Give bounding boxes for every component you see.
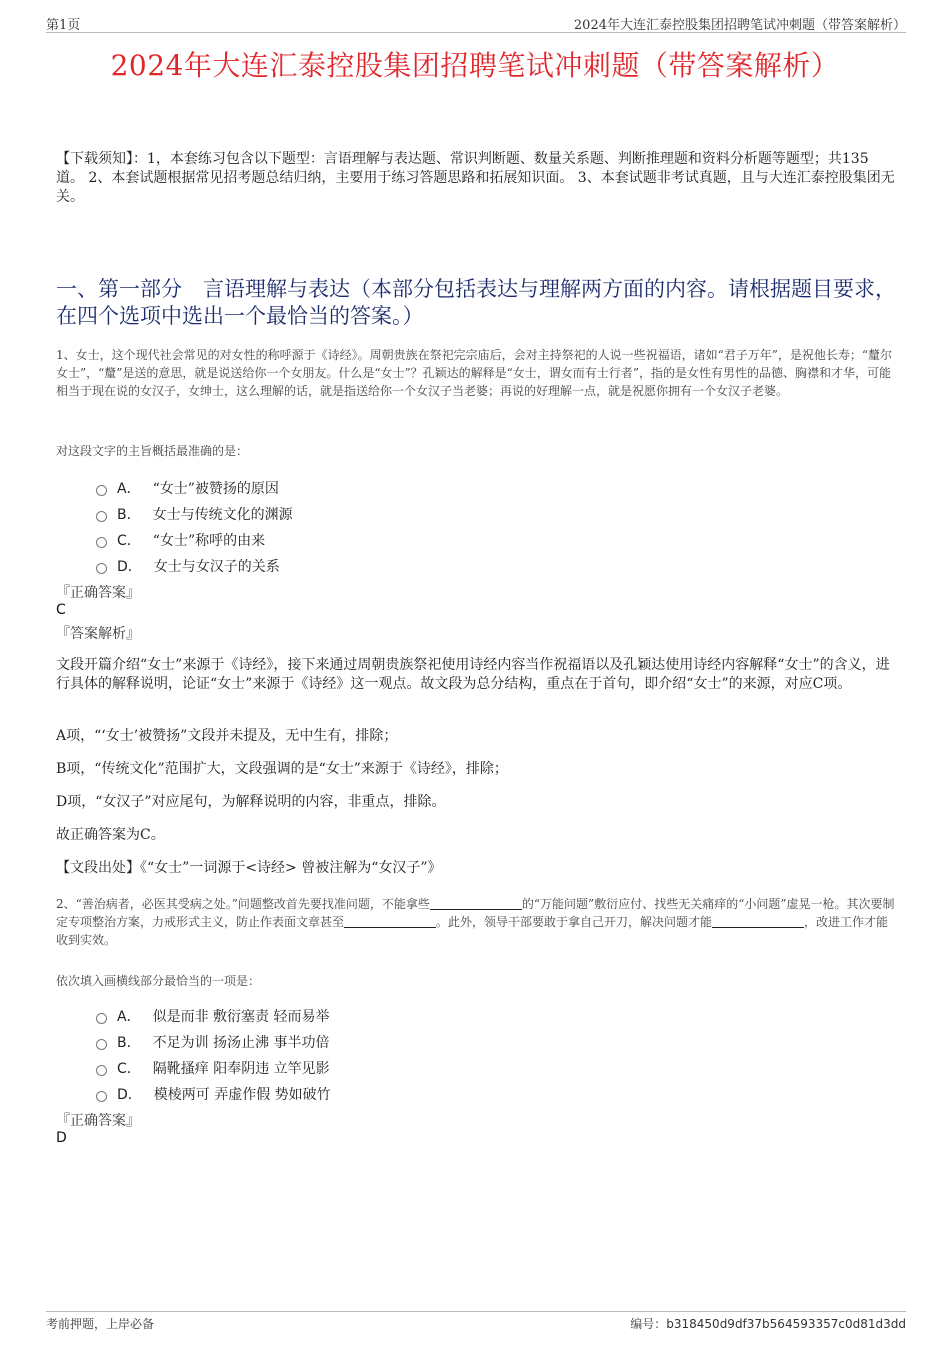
analysis-conclusion: 故正确答案为C。 xyxy=(56,827,165,843)
option-text: 隔靴搔痒 阳奉阴违 立竿见影 xyxy=(152,1061,330,1077)
stem-part: 2、“善治病者，必医其受病之处。”问题整改首先要找准问题，不能拿些 xyxy=(56,897,430,911)
radio-icon[interactable] xyxy=(96,537,107,548)
question-1-stem: 1、女士，这个现代社会常见的对女性的称呼源于《诗经》。周朝贵族在祭祀完宗庙后，会对主持祭祀的人说一些祝福语，诸如“君子万年”，是祝他长寿；“釐尔女士”，“釐”是送的意思，就是说送给你一个女朋友。什么是“女士”？孔颖达的解释是“女士，谓女而有士行者”，指的是女性有男性的品德、胸襟和才华，可能相当于现在说的女汉子，女绅士，这么理解的话，就是指送给你一个女汉子当老婆；再说的好理解一点，就是祝愿你拥有一个女汉子老婆。 xyxy=(56,348,893,398)
option-letter: D． xyxy=(117,559,142,575)
radio-icon[interactable] xyxy=(96,563,107,574)
page-number: 第1页 xyxy=(46,18,81,33)
analysis-option-b: B项，“传统文化”范围扩大，文段强调的是“女士”来源于《诗经》，排除； xyxy=(56,761,508,777)
question-2-option-c[interactable] xyxy=(96,1058,330,1078)
analysis-option-a: A项，“‘女士’被赞扬”文段并未提及，无中生有，排除； xyxy=(56,728,398,744)
notice-text: ：1，本套练习包含以下题型：言语理解与表达题、常识判断题、数量关系题、判断推理题和资料分析题等题型；共135道。 2、本套试题根据常见招考题总结归纳，主要用于练习答题思路和拓展知识面。 3、本套试题非考试真题，且与大连汇泰控股集团无关。 xyxy=(56,151,895,205)
radio-icon[interactable] xyxy=(96,485,107,496)
stem-part: 的“万能问题”敷衍应付、找些无关痛痒的“小问题”虚晃一枪。其次要制定专项整治方案，力戒形式主义，防止作表面文章甚至 xyxy=(56,897,895,929)
question-1-option-c[interactable] xyxy=(96,530,265,550)
fill-blank xyxy=(712,915,804,928)
option-letter: D． xyxy=(117,1087,142,1103)
option-letter: C． xyxy=(117,1061,141,1077)
download-notice xyxy=(56,150,896,207)
page-title: 2024年大连汇泰控股集团招聘笔试冲刺题（带答案解析） xyxy=(110,49,840,82)
option-letter: C． xyxy=(117,533,141,549)
question-1-prompt: 对这段文字的主旨概括最准确的是： xyxy=(56,444,249,458)
option-text: “女士”称呼的由来 xyxy=(152,533,266,549)
question-1-analysis-label: 『答案解析』 xyxy=(56,626,140,642)
fill-blank xyxy=(344,915,436,928)
stem-part: ，改进工作才能收到实效。 xyxy=(56,915,889,947)
notice-tag: 【下载须知】 xyxy=(56,151,133,167)
footer-divider xyxy=(46,1311,906,1312)
analysis-paragraph: 文段开篇介绍“女士”来源于《诗经》，接下来通过周朝贵族祭祀使用诗经内容当作祝福语以及孔颖达使用诗经内容解释“女士”的含义，进行具体的解释说明，论证“女士”来源于《诗经》这一观点。故文段为总分结构，重点在于首句，即介绍“女士”的来源，对应C项。 xyxy=(56,657,890,692)
question-1-option-b[interactable] xyxy=(96,504,293,524)
analysis-source: 【文段出处】《“女士”一词源于<诗经> 曾被注解为“女汉子”》 xyxy=(56,860,442,876)
option-letter: B． xyxy=(117,1035,141,1051)
analysis-option-d: D项，“女汉子”对应尾句，为解释说明的内容，非重点，排除。 xyxy=(56,794,446,810)
stem-part: 。此外，领导干部要敢于拿自己开刀，解决问题才能 xyxy=(436,915,713,929)
radio-icon[interactable] xyxy=(96,1091,107,1102)
option-letter: A． xyxy=(117,481,141,497)
question-1-answer: C xyxy=(56,602,66,618)
fill-blank xyxy=(430,897,522,910)
header-doc-title: 2024年大连汇泰控股集团招聘笔试冲刺题（带答案解析） xyxy=(573,18,906,33)
question-2-option-b[interactable] xyxy=(96,1032,330,1052)
option-text: 模棱两可 弄虚作假 势如破竹 xyxy=(153,1087,331,1103)
option-letter: B． xyxy=(117,507,141,523)
option-text: 不足为训 扬汤止沸 事半功倍 xyxy=(152,1035,330,1051)
option-letter: A． xyxy=(117,1009,141,1025)
question-2-option-d[interactable] xyxy=(96,1084,331,1104)
option-text: 女士与女汉子的关系 xyxy=(153,559,280,575)
radio-icon[interactable] xyxy=(96,1065,107,1076)
footer-code xyxy=(630,1315,906,1332)
question-1-option-a[interactable] xyxy=(96,478,279,498)
question-2-prompt: 依次填入画横线部分最恰当的一项是： xyxy=(56,974,261,988)
section-heading: 一、第一部分 言语理解与表达（本部分包括表达与理解两方面的内容。请根据题目要求，在四个选项中选出一个最恰当的答案。） xyxy=(56,277,896,328)
footer-slogan: 考前押题，上岸必备 xyxy=(46,1317,155,1331)
radio-icon[interactable] xyxy=(96,1039,107,1050)
option-text: 似是而非 敷衍塞责 轻而易举 xyxy=(152,1009,330,1025)
footer-code-value: b318450d9df37b564593357c0d81d3dd xyxy=(666,1317,906,1331)
question-1-option-d[interactable] xyxy=(96,556,280,576)
question-1-answer-label: 『正确答案』 xyxy=(56,585,140,601)
radio-icon[interactable] xyxy=(96,1013,107,1024)
question-2-answer: D xyxy=(56,1130,67,1146)
option-text: 女士与传统文化的渊源 xyxy=(152,507,293,523)
footer-code-label: 编号： xyxy=(630,1317,667,1331)
option-text: “女士”被赞扬的原因 xyxy=(152,481,279,497)
header-divider xyxy=(46,32,906,33)
radio-icon[interactable] xyxy=(96,511,107,522)
question-2-option-a[interactable] xyxy=(96,1006,329,1026)
question-2-answer-label: 『正确答案』 xyxy=(56,1113,140,1129)
question-2-stem xyxy=(56,895,896,949)
